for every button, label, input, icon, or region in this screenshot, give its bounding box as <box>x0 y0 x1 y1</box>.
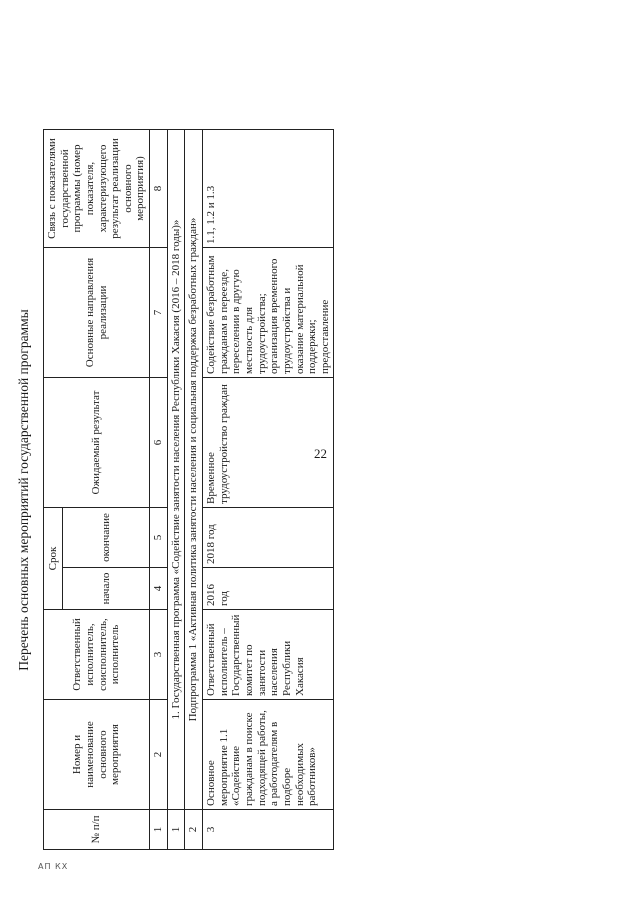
header-end: окончание <box>63 508 150 568</box>
row-executor: Ответственный исполнитель – Государственный комитет по занятости населения Республики Хакасия <box>203 610 334 700</box>
section-text: 1. Государственная программа «Содействие занятости населения Республики Хакасия (2016 – 2018 годы)» <box>167 130 185 810</box>
column-number: 6 <box>150 378 168 508</box>
section-num: 2 <box>185 810 203 850</box>
document-title: Перечень основных мероприятий государственной программы <box>16 309 31 671</box>
section-row-program <box>167 130 185 850</box>
column-number: 8 <box>150 130 168 248</box>
header-executor: Ответственный исполнитель, соисполнитель, исполнитель <box>44 610 150 700</box>
row-result: Временное трудоустройство граждан <box>203 378 334 508</box>
header-result: Ожидаемый результат <box>44 378 150 508</box>
header-link: Связь с показателями государственной программы (номер показателя, характеризующего результат реализации основного мероприятия) <box>44 130 150 248</box>
header-directions: Основные направления реализации <box>44 248 150 378</box>
header-num: № п/п <box>44 810 150 850</box>
section-row-subprogram <box>185 130 203 850</box>
header-row-1 <box>44 130 63 850</box>
header-start: начало <box>63 568 150 610</box>
column-number: 5 <box>150 508 168 568</box>
measures-table <box>43 129 334 850</box>
header-term: Срок <box>44 508 63 610</box>
row-num: 3 <box>203 810 334 850</box>
page-number: 22 <box>314 446 327 461</box>
row-end: 2018 год <box>203 508 334 568</box>
section-num: 1 <box>167 810 185 850</box>
rotated-page-content <box>0 130 378 850</box>
column-number: 3 <box>150 610 168 700</box>
row-measure-name: Основное мероприятие 1.1 «Содействие гражданам в поиске подходящей работы, а работодателям в подборе необходимых работников» <box>203 700 334 810</box>
column-number: 7 <box>150 248 168 378</box>
header-name: Номер и наименование основного мероприятия <box>44 700 150 810</box>
row-start: 2016 год <box>203 568 334 610</box>
row-link: 1.1, 1.2 и 1.3 <box>203 130 334 248</box>
column-number: 1 <box>150 810 168 850</box>
section-text: Подпрограмма 1 «Активная политика занятости населения и социальная поддержка безработных граждан» <box>185 130 203 810</box>
column-number-row <box>150 130 168 850</box>
column-number: 2 <box>150 700 168 810</box>
row-directions: Содействие безработным гражданам в переезде, переселении в другую местность для трудоустройства; организация временного трудоустройства и оказание материальной поддержки; предоставление <box>203 248 334 378</box>
table-row <box>203 130 334 850</box>
corner-mark: АП КХ <box>38 862 69 871</box>
column-number: 4 <box>150 568 168 610</box>
